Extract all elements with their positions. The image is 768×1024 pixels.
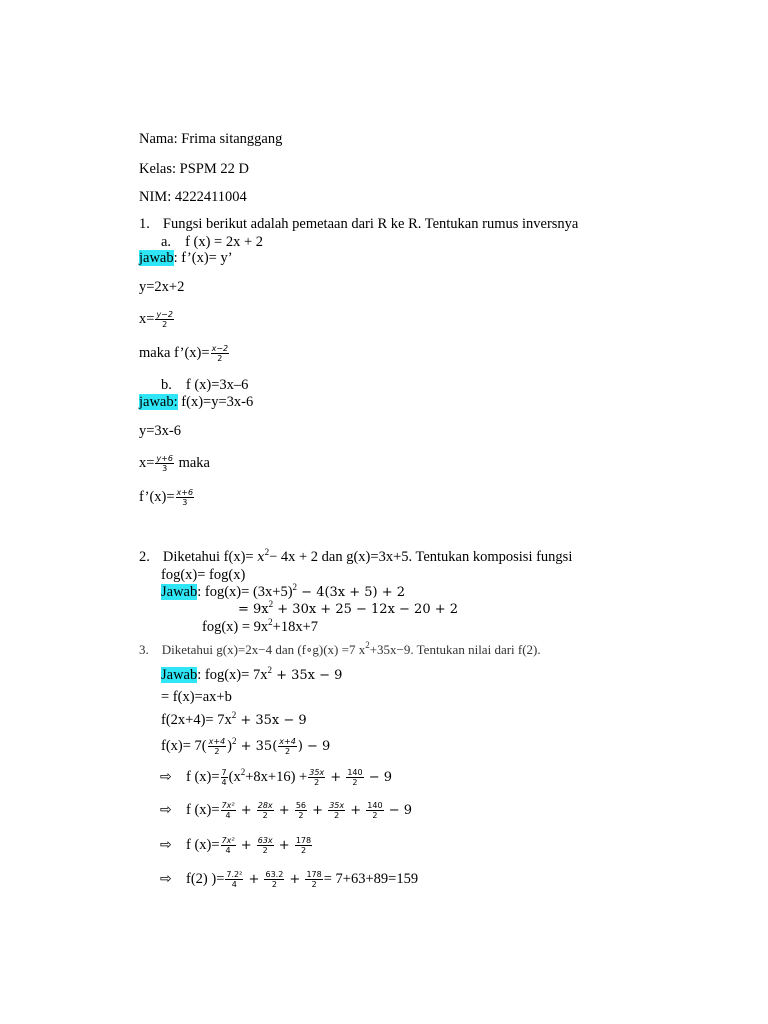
- q1a-step2: y=2x+2: [139, 279, 185, 295]
- fraction: $\frac{x+4}{2}$: [279, 737, 296, 757]
- q3-answer1: Jawab: $fog(x)= 7x^2 + 35x - 9$: [161, 665, 343, 683]
- fraction: $\frac{63.2}{2}$: [265, 870, 284, 890]
- q1a-label: a.: [161, 234, 172, 250]
- q1b-step3: x= $\frac{y+6}{3}$ maka: [139, 454, 210, 474]
- q1b-answer-line: jawab: f(x)=y=3x-6: [139, 394, 254, 410]
- fraction: $\frac{x-2}{2}$: [211, 344, 229, 364]
- q2-number: 2.: [139, 549, 150, 565]
- q2-answer1: Jawab: $fog(x)= (3x+5)^2 - 4(3x + 5) + 2$: [161, 582, 406, 600]
- q1a-step4: maka f’(x)= $\frac{x-2}{2}$: [139, 344, 229, 364]
- jawab-highlight: Jawab: [161, 584, 198, 600]
- fraction: $\frac{35x}{2}$: [309, 768, 325, 788]
- nim-line: NIM: 4222411004: [139, 189, 247, 205]
- q1a-step3: x= $\frac{y-2}{2}$: [139, 310, 173, 330]
- fraction: $\frac{y+6}{3}$: [156, 454, 173, 474]
- fraction: $\frac{178}{2}$: [295, 836, 312, 856]
- q1b-label: b.: [161, 377, 172, 393]
- q1b-expr: f (x)=3x–6: [185, 377, 249, 393]
- q1-number: 1.: [139, 216, 150, 232]
- jawab-highlight: jawab: [139, 250, 174, 266]
- q1-question: [139, 215, 578, 233]
- fraction: $\frac{28x}{2}$: [257, 801, 273, 821]
- fraction: $\frac{63x}{2}$: [257, 836, 273, 856]
- arrow-icon: ⇨: [160, 802, 172, 818]
- nama-line: Nama: Frima sitanggang: [139, 131, 283, 147]
- jawab-highlight: jawab:: [139, 394, 178, 410]
- q1b-line: [161, 376, 248, 394]
- fraction: $\frac{x+6}{3}$: [176, 488, 194, 508]
- q3-line4: f(x)= 7( $\frac{x+4}{2}$ )$^2$ + 35( $\frac{x+4}{2}$ ) − 9: [161, 736, 331, 757]
- fraction: $\frac{y-2}{2}$: [156, 310, 173, 330]
- fraction: $\frac{140}{2}$: [347, 768, 363, 788]
- q3-line7: ⇨ f (x)= $\frac{\text{7x²}}{4}$ + $\frac{63x}{2}$ + $\frac{178}{2}$: [160, 836, 312, 856]
- fraction: $\frac{x+4}{2}$: [208, 737, 226, 757]
- q1b-step4: f’(x)= $\frac{x+6}{3}$: [139, 488, 194, 508]
- arrow-icon: ⇨: [160, 837, 172, 853]
- fraction: $\frac{\text{7x²}}{4}$: [221, 836, 235, 856]
- q2-question: 2. Diketahui $f(x)= x^2- 4x + 2$ dan g(x)=3x+5. Tentukan komposisi fungsi: [139, 547, 573, 565]
- fraction: $\frac{\text{7x²}}{4}$: [221, 801, 235, 821]
- q3-number: 3.: [139, 642, 149, 657]
- arrow-icon: ⇨: [160, 871, 172, 887]
- fraction: $\frac{7}{4}$: [221, 768, 227, 788]
- fraction: $\frac{56}{2}$: [295, 801, 307, 821]
- q1a-expr: f (x) = 2x + 2: [185, 234, 264, 250]
- q2-line2: fog(x)= fog(x): [161, 567, 246, 583]
- q3-line5: ⇨ f (x)= $\frac{7}{4}$ $(x^2+8x+16)$ + $\frac{35x}{2}$ + $\frac{140}{2}$ − 9: [160, 767, 393, 788]
- q1a-answer-line: jawab: f’(x)= y’: [139, 250, 233, 266]
- jawab-highlight: Jawab: [161, 667, 198, 683]
- arrow-icon: ⇨: [160, 769, 172, 785]
- q3-question: 3. Diketahui g(x)=2x−4 dan (f∘g)(x) =7 $x^2+35x-9$. Tentukan nilai dari f(2).: [139, 640, 541, 657]
- fraction: $\frac{35x}{2}$: [329, 801, 345, 821]
- q2-answer2: = $9x^2 + 30x + 25 - 12x - 20 + 2$: [238, 599, 459, 617]
- q2-answer3: $fog(x) = 9x^2+18x+7$: [202, 617, 319, 635]
- q3-line8: ⇨ f(2) )= $\frac{\text{7.2²}}{4}$ + $\frac{63.2}{2}$ + $\frac{178}{2}$ = 7+63+89=159: [160, 870, 419, 890]
- fraction: $\frac{140}{2}$: [367, 801, 383, 821]
- q3-line3: $f(2x+4)= 7x^2 + 35x - 9$: [161, 710, 307, 728]
- q1-text: Fungsi berikut adalah pemetaan dari R ke R. Tentukan rumus inversnya: [162, 216, 579, 232]
- kelas-line: Kelas: PSPM 22 D: [139, 161, 249, 177]
- q3-line2: = f(x)=ax+b: [161, 689, 232, 705]
- fraction: $\frac{\text{7.2²}}{4}$: [226, 870, 243, 890]
- q1b-step2: y=3x-6: [139, 423, 182, 439]
- fraction: $\frac{178}{2}$: [306, 870, 322, 890]
- q3-line6: ⇨ f (x)= $\frac{\text{7x²}}{4}$ + $\frac{28x}{2}$ + $\frac{56}{2}$ + $\frac{35x}{2}$ + $\frac{140}{2}$ − 9: [160, 801, 413, 821]
